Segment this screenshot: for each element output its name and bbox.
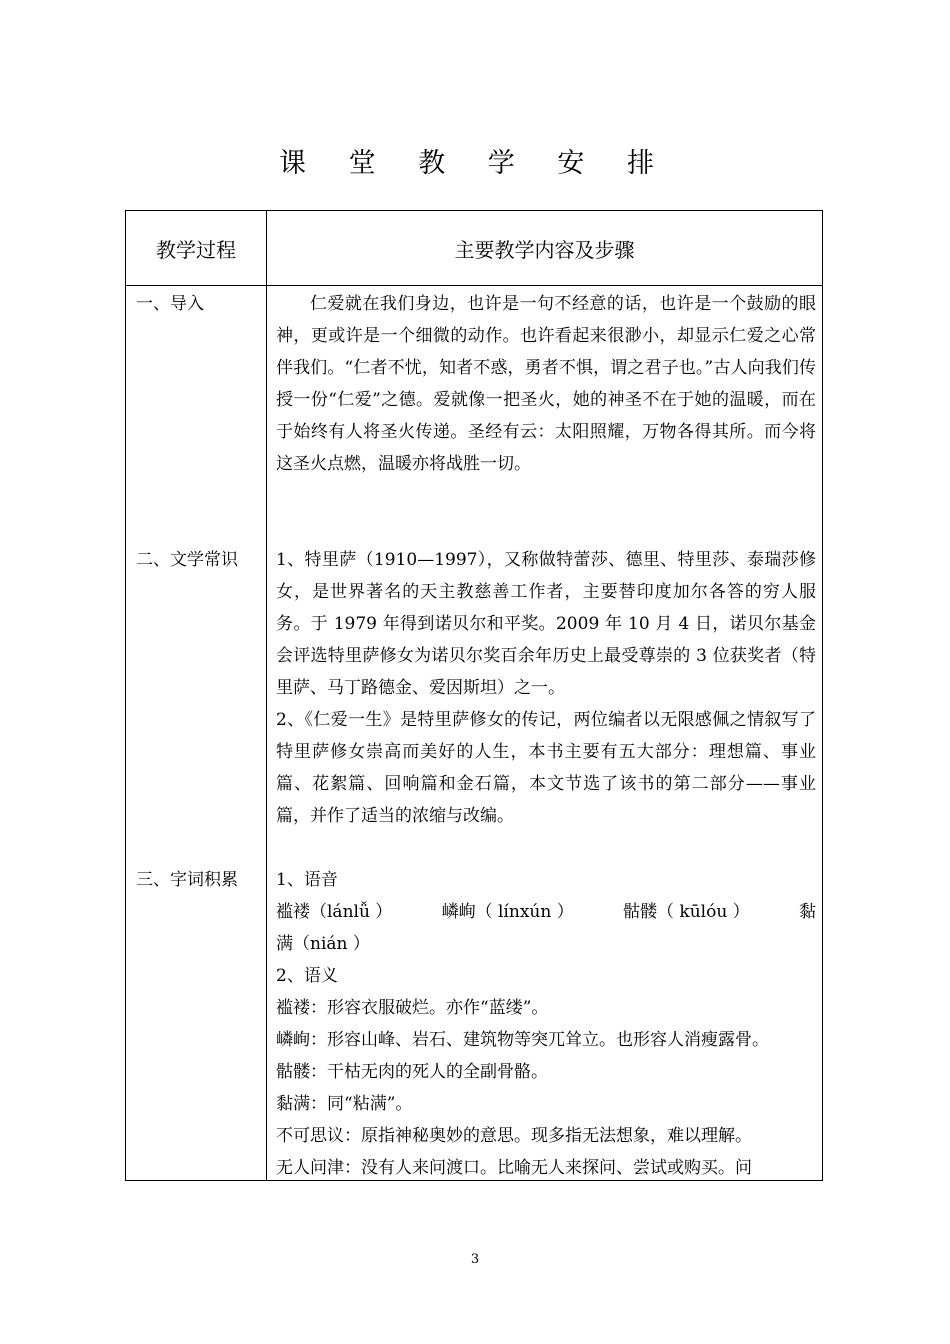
header-divider <box>126 285 822 286</box>
section-label-literature: 二、文学常识 <box>136 550 238 570</box>
column-divider <box>266 211 267 1180</box>
literature-paragraph-1: 1、特里萨（1910—1997），又称做特蕾莎、德里、特里莎、泰瑞莎修女，是世界著名的天主教慈善工作者，主要替印度加尔各答的穷人服务。于 1979 年得到诺贝尔和平奖。2009 年 10 月 4 日，诺贝尔基金会评选特里萨修女为诺贝尔奖百余年历史上最受尊崇的 3 位获奖者（特里萨、马丁路德金、爱因斯坦）之一。 <box>276 550 816 698</box>
meaning-item: 骷髅：干枯无肉的死人的全副骨骼。 <box>276 1062 548 1082</box>
pronunciation-title: 1、语音 <box>276 870 338 890</box>
intro-paragraph: 仁爱就在我们身边，也许是一句不经意的话，也许是一个鼓励的眼神，更或许是一个细微的动作。也许看起来很渺小，却显示仁爱之心常伴我们。“仁者不忧，知者不惑，勇者不惧，谓之君子也。”古人向我们传授一份“仁爱”之德。爱就像一把圣火，她的神圣不在于她的温暖，而在于始终有人将圣火传递。圣经有云：太阳照耀，万物各得其所。而今将这圣火点燃，温暖亦将战胜一切。 <box>276 294 816 474</box>
meaning-item: 无人问津：没有人来问渡口。比喻无人来探问、尝试或购买。问 <box>276 1158 752 1178</box>
pron-item-3: 骷髅（ kūlóu ） <box>623 902 750 922</box>
pron-item-4: 黏 <box>798 902 816 922</box>
page-title: 课 堂 教 学 安 排 <box>279 148 671 179</box>
meaning-item: 嶙峋：形容山峰、岩石、建筑物等突兀耸立。也形容人消瘦露骨。 <box>276 1030 769 1050</box>
lesson-table <box>125 210 823 1181</box>
meaning-item: 黏满：同“粘满”。 <box>276 1094 413 1114</box>
page-number: 3 <box>470 1252 480 1267</box>
pron-item-4-wrap: 满（nián ） <box>276 934 370 954</box>
header-main-content: 主要教学内容及步骤 <box>454 237 635 262</box>
header-teaching-process: 教学过程 <box>156 237 236 262</box>
section-content-vocabulary <box>276 864 816 1184</box>
literature-paragraph-2: 2、《仁爱一生》是特里萨修女的传记，两位编者以无限感佩之情叙写了特里萨修女崇高而美好的人生，本书主要有五大部分：理想篇、事业篇、花絮篇、回响篇和金石篇，本文节选了该书的第二部分——事业篇，并作了适当的浓缩与改编。 <box>276 710 816 826</box>
section-label-intro: 一、导入 <box>136 294 204 314</box>
meaning-title: 2、语义 <box>276 966 338 986</box>
pron-item-1: 褴褛（lánlǚ ） <box>276 902 393 922</box>
section-label-vocabulary: 三、字词积累 <box>136 870 238 890</box>
meaning-item: 不可思议：原指神秘奥妙的意思。现多指无法想象，难以理解。 <box>276 1126 752 1146</box>
section-content-literature <box>276 544 816 832</box>
pronunciation-row <box>276 896 816 928</box>
meaning-item: 褴褛：形容衣服破烂。亦作“蓝缕”。 <box>276 998 549 1018</box>
section-content-intro <box>276 288 816 480</box>
pron-item-2: 嶙峋（ línxún ） <box>441 902 574 922</box>
